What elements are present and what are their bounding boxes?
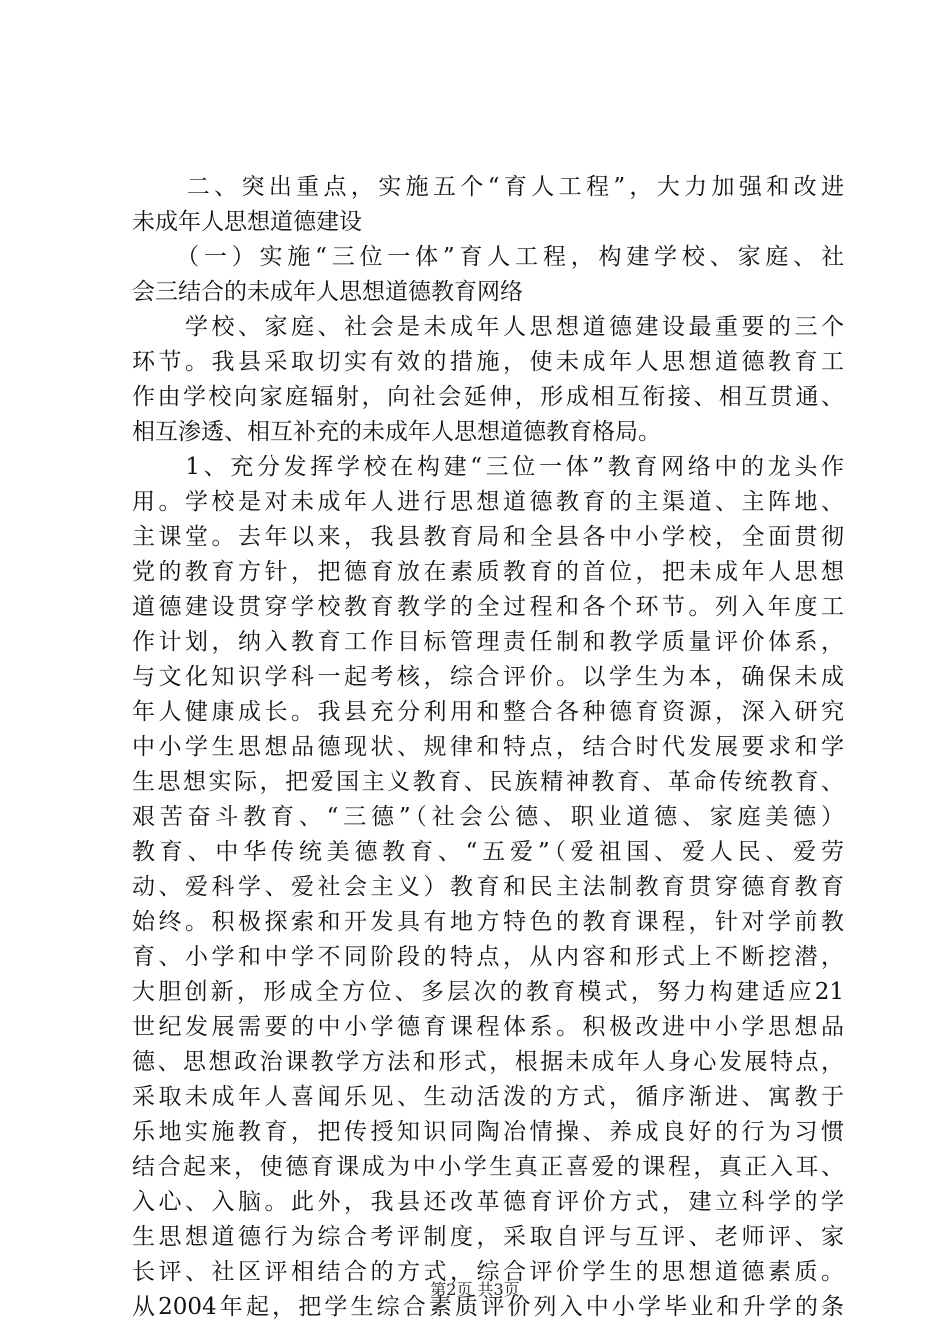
page-number-footer: 第2页 共3页 bbox=[430, 1280, 520, 1299]
text-line: 长评、社区评相结合的方式，综合评价学生的思想道德素质。 bbox=[132, 1259, 844, 1285]
text-line: 二、突出重点，实施五个“育人工程”，大力加强和改进 bbox=[132, 174, 844, 200]
text-line: 年人健康成长。我县充分利用和整合各种德育资源，深入研究 bbox=[132, 699, 844, 725]
text-line: 育、小学和中学不同阶段的特点，从内容和形式上不断挖潜， bbox=[132, 944, 844, 970]
text-line: 生思想道德行为综合考评制度，采取自评与互评、老师评、家 bbox=[132, 1224, 844, 1250]
text-line: 乐地实施教育，把传授知识同陶冶情操、养成良好的行为习惯 bbox=[132, 1119, 844, 1145]
text-line: 未成年人思想道德建设 bbox=[132, 209, 362, 235]
text-line: 1、充分发挥学校在构建“三位一体”教育网络中的龙头作 bbox=[132, 454, 844, 480]
text-line: 相互渗透、相互补充的未成年人思想道德教育格局。 bbox=[132, 419, 661, 445]
text-line: 结合起来，使德育课成为中小学生真正喜爱的课程，真正入耳、 bbox=[132, 1154, 844, 1180]
text-line: 艰苦奋斗教育、“三德”（社会公德、职业道德、家庭美德） bbox=[132, 804, 844, 830]
text-line: 道德建设贯穿学校教育教学的全过程和各个环节。列入年度工 bbox=[132, 594, 844, 620]
text-line: 入心、入脑。此外，我县还改革德育评价方式，建立科学的学 bbox=[132, 1189, 844, 1215]
text-line: 大胆创新，形成全方位、多层次的教育模式，努力构建适应21 bbox=[132, 979, 844, 1005]
text-line: 学校、家庭、社会是未成年人思想道德建设最重要的三个 bbox=[132, 314, 844, 340]
text-line: 动、爱科学、爱社会主义）教育和民主法制教育贯穿德育教育 bbox=[132, 874, 844, 900]
text-line: 会三结合的未成年人思想道德教育网络 bbox=[132, 279, 523, 305]
text-line: 环节。我县采取切实有效的措施，使未成年人思想道德教育工 bbox=[132, 349, 844, 375]
text-line: 教育、中华传统美德教育、“五爱”（爱祖国、爱人民、爱劳 bbox=[132, 839, 844, 865]
text-line: 始终。积极探索和开发具有地方特色的教育课程，针对学前教 bbox=[132, 909, 844, 935]
text-line: 世纪发展需要的中小学德育课程体系。积极改进中小学思想品 bbox=[132, 1014, 844, 1040]
text-line: 作计划，纳入教育工作目标管理责任制和教学质量评价体系， bbox=[132, 629, 844, 655]
text-line: 中小学生思想品德现状、规律和特点，结合时代发展要求和学 bbox=[132, 734, 844, 760]
text-line: 用。学校是对未成年人进行思想道德教育的主渠道、主阵地、 bbox=[132, 489, 844, 515]
text-line: 采取未成年人喜闻乐见、生动活泼的方式，循序渐进、寓教于 bbox=[132, 1084, 844, 1110]
text-line: 党的教育方针，把德育放在素质教育的首位，把未成年人思想 bbox=[132, 559, 844, 585]
text-line: 作由学校向家庭辐射，向社会延伸，形成相互衔接、相互贯通、 bbox=[132, 384, 844, 410]
body-text bbox=[132, 170, 844, 1325]
text-line: （一）实施“三位一体”育人工程，构建学校、家庭、社 bbox=[132, 244, 844, 270]
text-line: 主课堂。去年以来，我县教育局和全县各中小学校，全面贯彻 bbox=[132, 524, 844, 550]
text-line: 从2004年起，把学生综合素质评价列入中小学毕业和升学的条 bbox=[132, 1294, 844, 1320]
text-line: 生思想实际，把爱国主义教育、民族精神教育、革命传统教育、 bbox=[132, 769, 844, 795]
text-line: 与文化知识学科一起考核，综合评价。以学生为本，确保未成 bbox=[132, 664, 844, 690]
text-line: 德、思想政治课教学方法和形式，根据未成年人身心发展特点， bbox=[132, 1049, 844, 1075]
